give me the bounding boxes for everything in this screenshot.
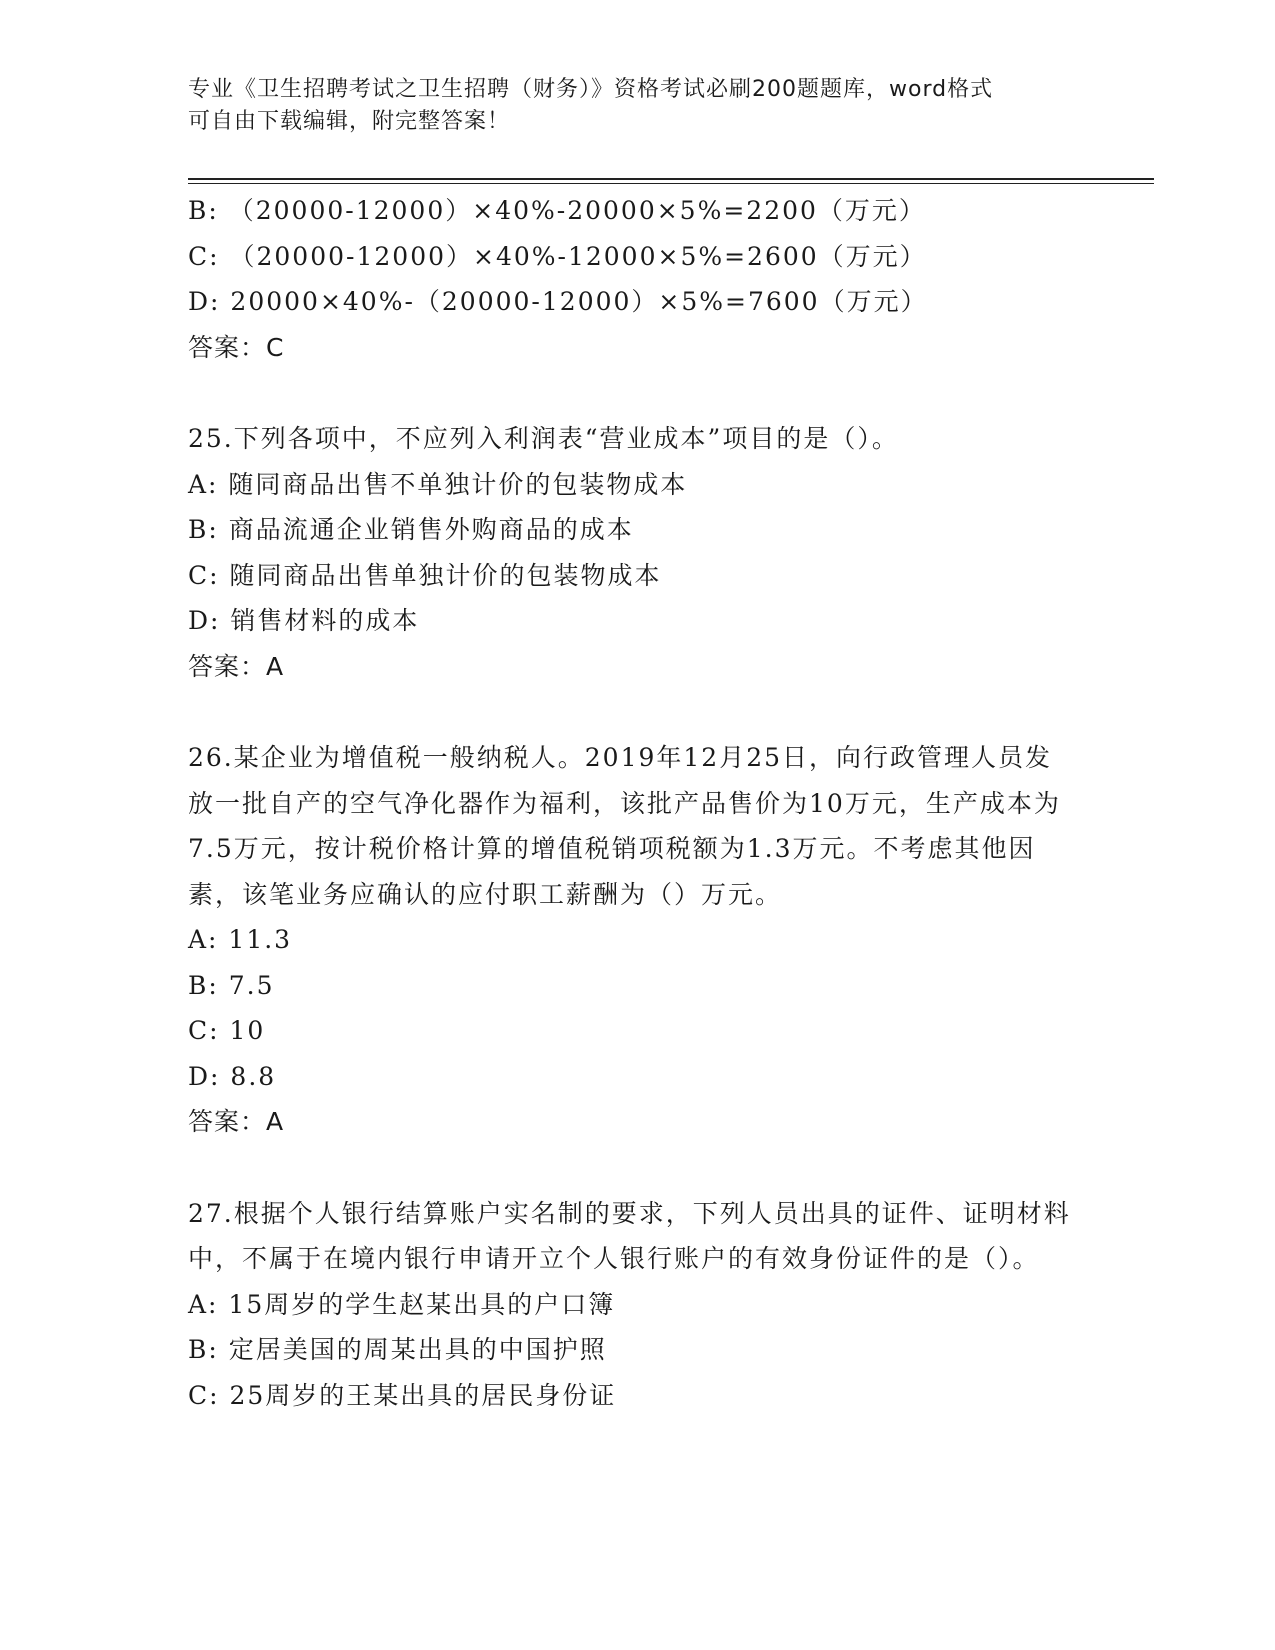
spacer — [188, 370, 1088, 416]
question-25 — [188, 416, 1088, 689]
option-b: B: 定居美国的周某出具的中国护照 — [188, 1335, 607, 1364]
answer-line: 答案：C — [188, 332, 285, 362]
answer-line: 答案：A — [188, 1107, 285, 1136]
answer-line: 答案：A — [188, 651, 285, 681]
option-a: A: 随同商品出售不单独计价的包装物成本 — [188, 469, 688, 499]
option-d: D: 销售材料的成本 — [188, 606, 420, 635]
header-title-line-2: 可自由下载编辑，附完整答案！ — [188, 109, 511, 134]
option-c: C: 10 — [188, 1016, 266, 1045]
option-c: C: 随同商品出售单独计价的包装物成本 — [188, 560, 662, 590]
option-b: B: 7.5 — [188, 970, 275, 1000]
question-27 — [188, 1191, 1088, 1419]
document-body — [188, 188, 1088, 1418]
option-b: B: 商品流通企业销售外购商品的成本 — [188, 515, 634, 544]
question-text: 25.下列各项中，不应列入利润表“营业成本”项目的是（）。 — [188, 424, 899, 453]
spacer — [188, 689, 1088, 735]
header-title-line-1: 专业《卫生招聘考试之卫生招聘（财务）》资格考试必刷200题题库，word格式 — [188, 77, 994, 102]
option-a: A: 15周岁的学生赵某出具的户口簿 — [188, 1289, 616, 1319]
header-divider-thin — [188, 183, 1154, 184]
document-header — [188, 74, 1088, 138]
question-26 — [188, 735, 1088, 1145]
question-text: 26.某企业为增值税一般纳税人。2019年12月25日，向行政管理人员发放一批自产的空气净化器作为福利，该批产品售价为10万元，生产成本为7.5万元，按计税价格计算的增值税销项税额为1.3万元。不考虑其他因素，该笔业务应确认的应付职工薪酬为（）万元。 — [188, 743, 1061, 909]
question-text: 27.根据个人银行结算账户实名制的要求，下列人员出具的证件、证明材料中，不属于在境内银行申请开立个人银行账户的有效身份证件的是（）。 — [188, 1198, 1071, 1273]
option-c: C: 25周岁的王某出具的居民身份证 — [188, 1380, 617, 1410]
question-24-continued — [188, 188, 1088, 370]
header-divider-thick — [188, 178, 1154, 180]
option-c: C: （20000-12000）×40%-12000×5%=2600（万元） — [188, 241, 927, 271]
option-d: D: 20000×40%-（20000-12000）×5%=7600（万元） — [188, 287, 928, 316]
option-a: A: 11.3 — [188, 925, 293, 954]
option-b: B: （20000-12000）×40%-20000×5%=2200（万元） — [188, 196, 926, 225]
spacer — [188, 1145, 1088, 1191]
option-d: D: 8.8 — [188, 1061, 277, 1091]
